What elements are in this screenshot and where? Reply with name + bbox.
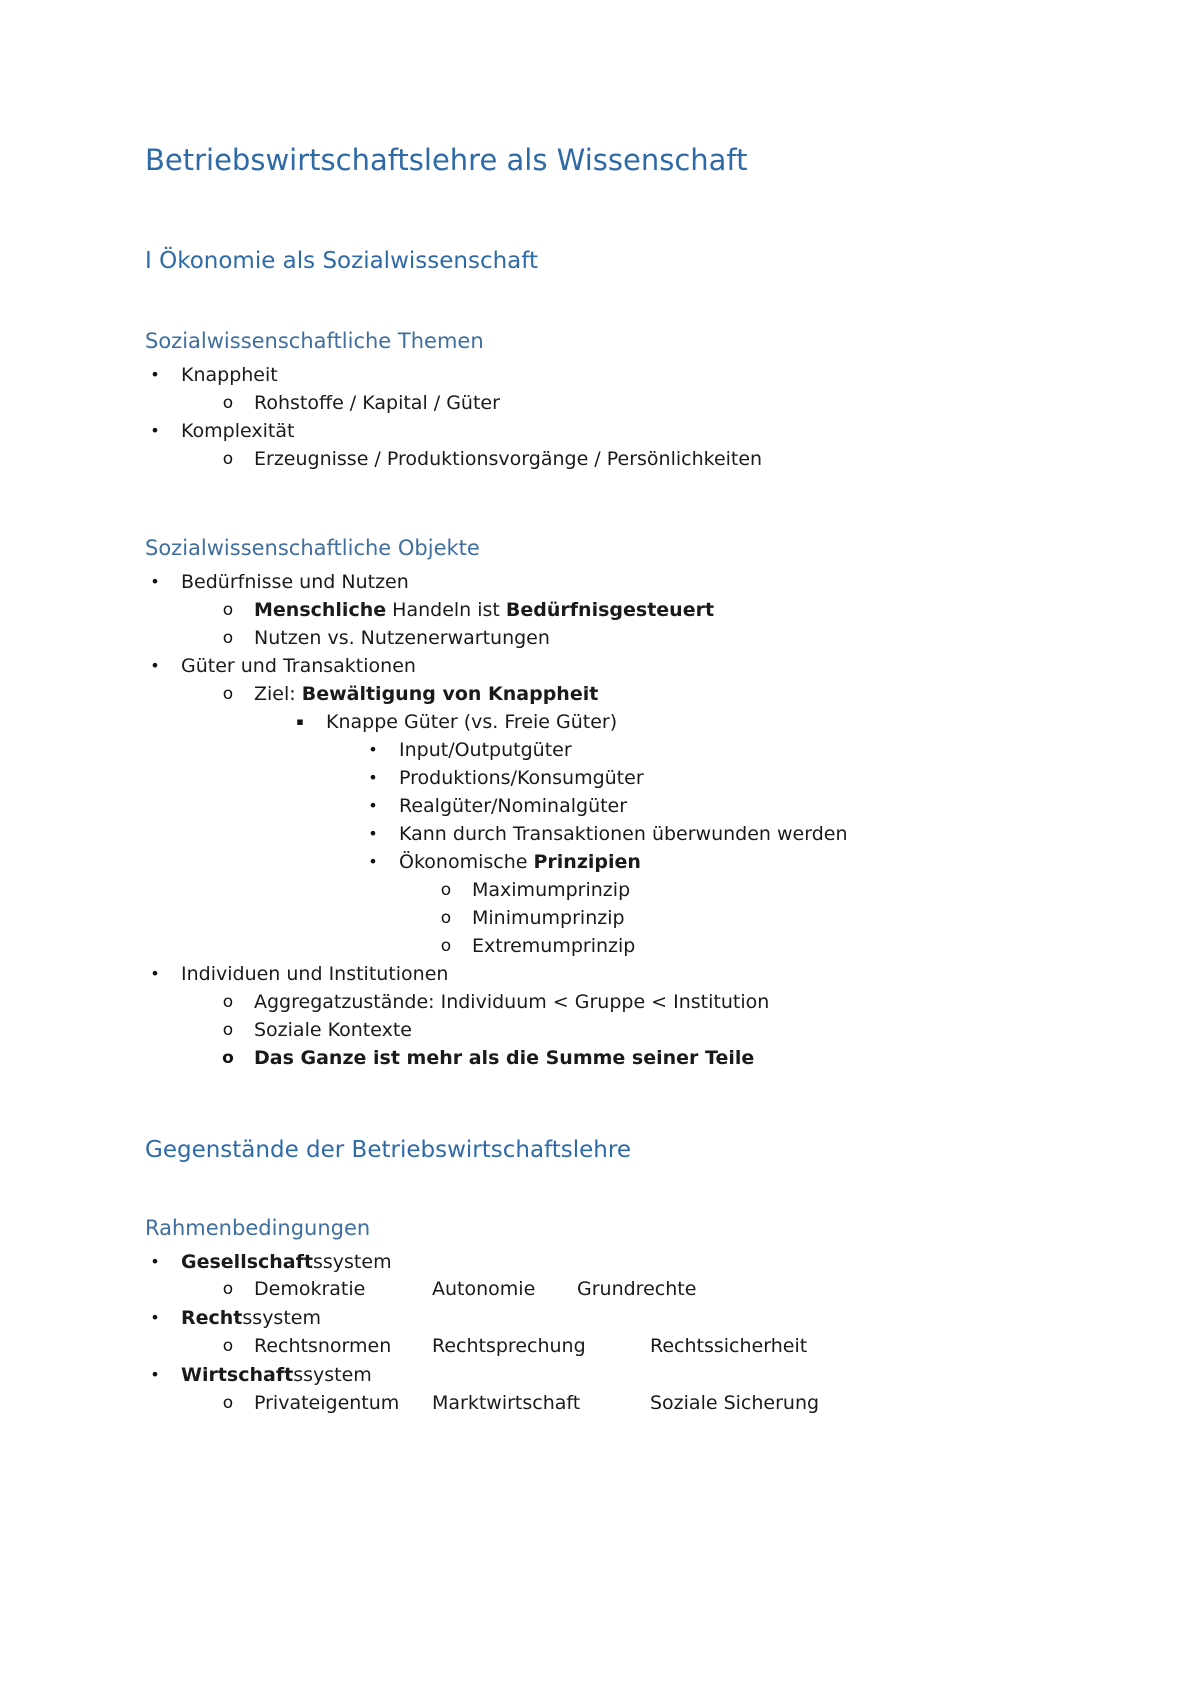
bold-text: Gesellschaft — [181, 1251, 313, 1273]
list-item-label: Das Ganze ist mehr als die Summe seiner Teile — [254, 1047, 755, 1069]
list-item — [290, 708, 1090, 736]
list-item-label: Minimumprinzip — [472, 907, 625, 929]
table-cell: Grundrechte — [577, 1278, 697, 1300]
bullet-circle: o — [222, 992, 234, 1012]
section-heading-gegenstaende: Gegenstände der Betriebswirtschaftslehre — [145, 1137, 631, 1163]
list-item-label: Erzeugnisse / Produktionsvorgänge / Persönlichkeiten — [254, 448, 763, 470]
list-item-label: Extremumprinzip — [472, 935, 636, 957]
bold-text: Recht — [181, 1307, 243, 1329]
bullet-circle: o — [222, 684, 234, 704]
table-cell: Autonomie — [432, 1278, 536, 1300]
list-item-label: Input/Outputgüter — [399, 739, 572, 761]
list-item-label: Rohstoffe / Kapital / Güter — [254, 392, 500, 414]
list-item — [218, 680, 1018, 708]
bullet-circle: o — [222, 600, 234, 620]
list-item — [218, 1044, 1018, 1072]
list-item-label: Güter und Transaktionen — [181, 655, 416, 677]
bullet-circle: o — [222, 1020, 234, 1040]
bullet-disc: • — [150, 1365, 160, 1384]
bold-text: Menschliche — [254, 599, 387, 621]
table-cell: Rechtssicherheit — [650, 1335, 808, 1357]
list-item — [218, 1275, 1018, 1303]
list-item-label: Knappheit — [181, 364, 278, 386]
list-item-label — [399, 848, 641, 876]
list-item — [436, 932, 1136, 960]
bold-text: Bedürfnisgesteuert — [505, 599, 715, 621]
subheading-rahmenbedingungen: Rahmenbedingungen — [145, 1216, 371, 1240]
table-cell: Rechtsnormen — [254, 1335, 392, 1357]
bold-text: Prinzipien — [533, 851, 641, 873]
list-item-label — [254, 596, 714, 624]
list-item — [145, 417, 845, 445]
bullet-disc: • — [368, 852, 378, 871]
list-item — [363, 848, 1163, 876]
plain-text: ssystem — [242, 1307, 321, 1329]
list-item — [218, 596, 1018, 624]
table-cell: Demokratie — [254, 1278, 366, 1300]
list-item — [363, 792, 1163, 820]
list-item — [218, 1389, 1018, 1417]
list-item — [218, 389, 918, 417]
plain-text: Ökonomische — [399, 851, 534, 873]
list-item-label — [181, 1361, 372, 1389]
list-item — [218, 624, 1018, 652]
plain-text: ssystem — [312, 1251, 392, 1273]
section-heading-oekonomie: I Ökonomie als Sozialwissenschaft — [145, 248, 538, 274]
list-item-label: Realgüter/Nominalgüter — [399, 795, 628, 817]
document-title: Betriebswirtschaftslehre als Wissenschaft — [145, 143, 748, 177]
bullet-disc: • — [150, 421, 160, 440]
list-item — [145, 1248, 845, 1276]
bullet-square: ▪ — [296, 715, 304, 728]
list-item-label: Kann durch Transaktionen überwunden werden — [399, 823, 848, 845]
bullet-circle: o — [222, 1336, 234, 1356]
list-item — [145, 1304, 845, 1332]
bold-text: Bewältigung von Knappheit — [301, 683, 599, 705]
list-item-label: Knappe Güter (vs. Freie Güter) — [326, 711, 618, 733]
list-item-label: Bedürfnisse und Nutzen — [181, 571, 409, 593]
subheading-themen: Sozialwissenschaftliche Themen — [145, 329, 484, 353]
bullet-disc: • — [368, 824, 378, 843]
table-cell: Soziale Sicherung — [650, 1392, 820, 1414]
table-cell: Marktwirtschaft — [432, 1392, 581, 1414]
list-item — [363, 820, 1163, 848]
table-cell: Privateigentum — [254, 1392, 400, 1414]
list-item — [145, 1361, 845, 1389]
list-item — [363, 736, 1163, 764]
bullet-circle: o — [222, 449, 234, 469]
list-item — [218, 445, 1018, 473]
list-item-label — [181, 1304, 321, 1332]
plain-text: Handeln ist — [386, 599, 506, 621]
list-item — [145, 960, 845, 988]
bullet-circle: o — [222, 393, 234, 413]
list-item-label: Nutzen vs. Nutzenerwartungen — [254, 627, 550, 649]
list-item — [218, 988, 1018, 1016]
bullet-disc: • — [150, 365, 160, 384]
list-item — [436, 876, 1136, 904]
bullet-circle: o — [440, 936, 452, 956]
list-item — [436, 904, 1136, 932]
list-item-label: Komplexität — [181, 420, 295, 442]
subheading-objekte: Sozialwissenschaftliche Objekte — [145, 536, 480, 560]
bullet-disc: • — [150, 964, 160, 983]
list-item-label: Maximumprinzip — [472, 879, 631, 901]
bold-text: Wirtschaft — [181, 1364, 294, 1386]
bullet-circle: o — [222, 1393, 234, 1413]
table-cell: Rechtsprechung — [432, 1335, 586, 1357]
list-item — [145, 652, 845, 680]
list-item — [145, 361, 845, 389]
list-item-label: Aggregatzustände: Individuum < Gruppe < Institution — [254, 991, 770, 1013]
bullet-disc: • — [150, 1308, 160, 1327]
bullet-disc: • — [368, 768, 378, 787]
list-item-label — [254, 680, 598, 708]
bullet-disc: • — [368, 740, 378, 759]
plain-text: ssystem — [293, 1364, 372, 1386]
bullet-circle: o — [222, 1279, 234, 1299]
list-item-label — [181, 1248, 392, 1276]
bullet-disc: • — [150, 656, 160, 675]
list-item — [145, 568, 845, 596]
bullet-circle: o — [222, 1048, 234, 1068]
plain-text: Ziel: — [254, 683, 302, 705]
bullet-circle: o — [440, 880, 452, 900]
list-item — [218, 1016, 1018, 1044]
bullet-circle: o — [440, 908, 452, 928]
list-item-label: Individuen und Institutionen — [181, 963, 449, 985]
bullet-circle: o — [222, 628, 234, 648]
list-item — [218, 1332, 1018, 1360]
bullet-disc: • — [150, 1252, 160, 1271]
list-item — [363, 764, 1163, 792]
bullet-disc: • — [150, 572, 160, 591]
bullet-disc: • — [368, 796, 378, 815]
list-item-label: Soziale Kontexte — [254, 1019, 412, 1041]
list-item-label: Produktions/Konsumgüter — [399, 767, 644, 789]
